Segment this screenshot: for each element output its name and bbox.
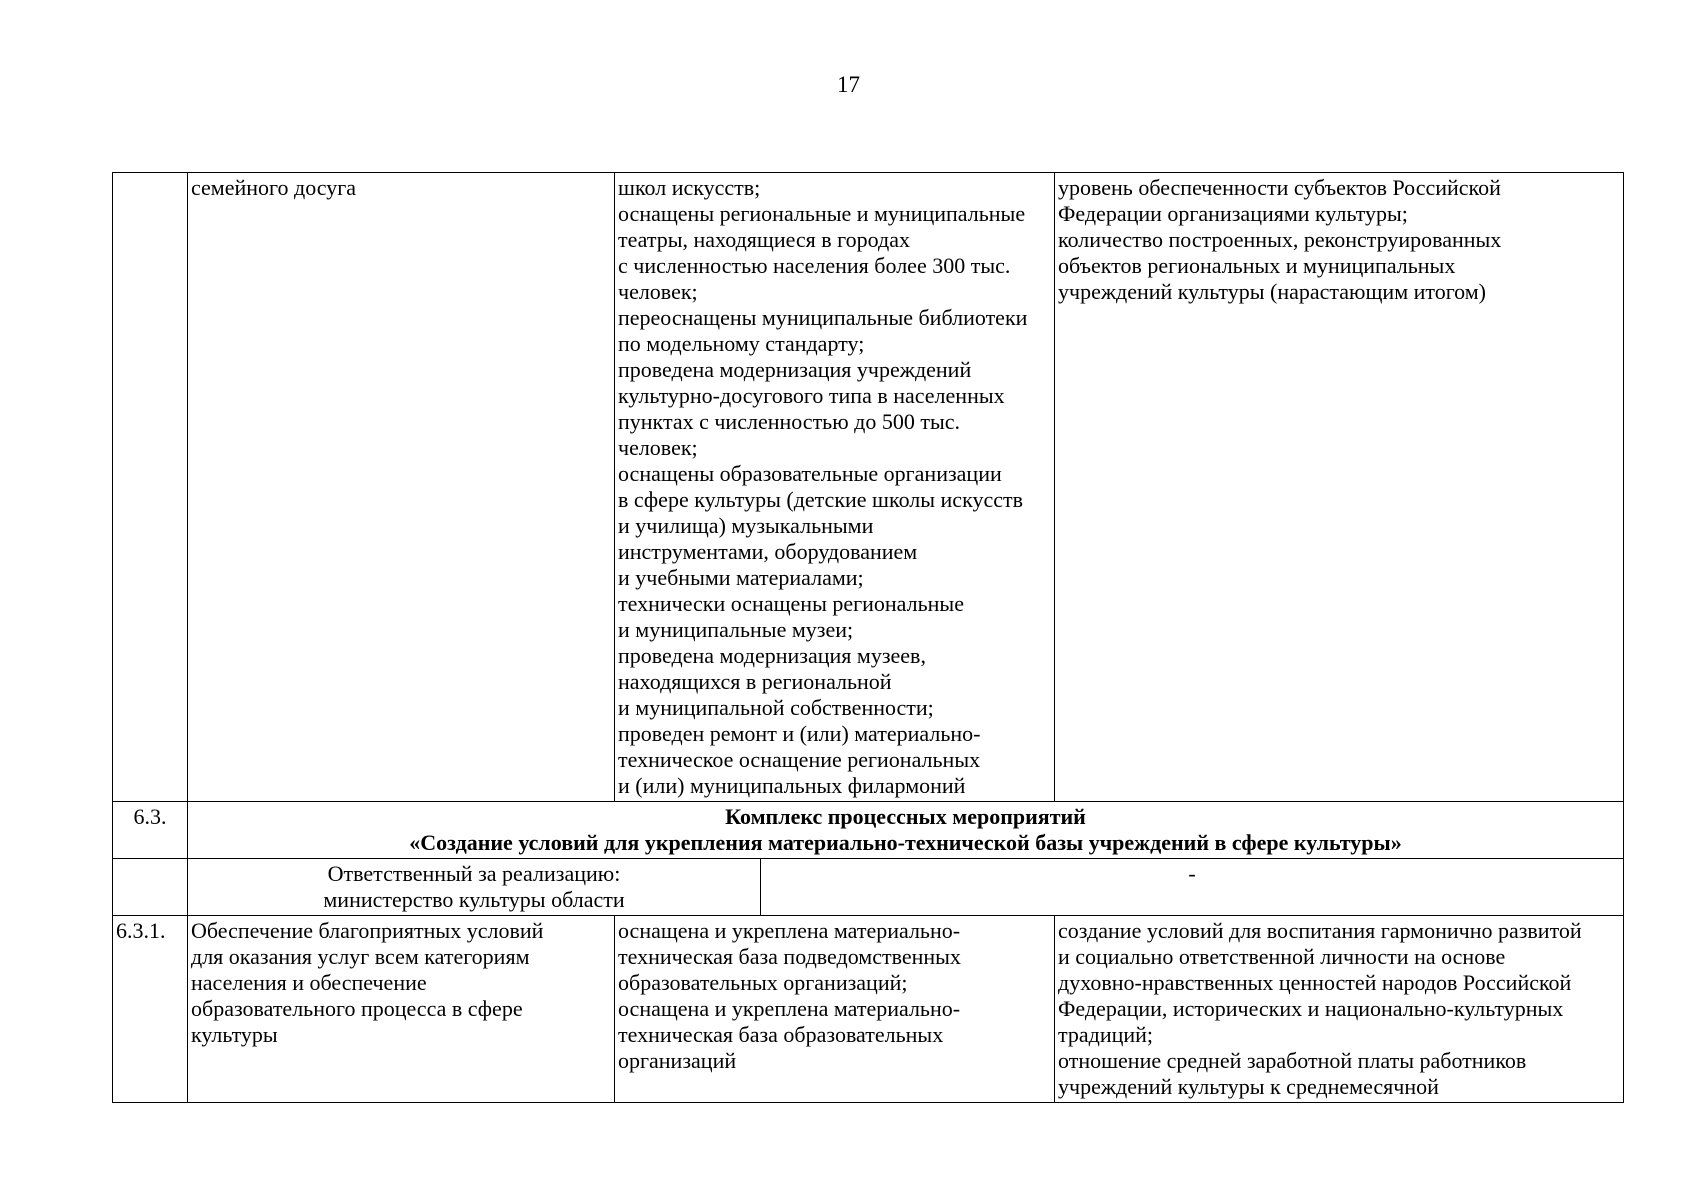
text-line: оснащена и укреплена материально- bbox=[618, 918, 961, 943]
text-line: проведена модернизация музеев, bbox=[618, 643, 926, 668]
text-line: учреждений культуры к среднемесячной bbox=[1058, 1074, 1439, 1099]
text-line: и училища) музыкальными bbox=[618, 513, 874, 538]
text-line: семейного досуга bbox=[191, 175, 357, 200]
text-line: в сфере культуры (детские школы искусств bbox=[618, 487, 1023, 512]
text-line: духовно-нравственных ценностей народов Российской bbox=[1058, 970, 1572, 995]
text-line: по модельному стандарту; bbox=[618, 331, 865, 356]
row-number-cell: 6.3.1. bbox=[113, 916, 188, 1103]
responsible-value-cell bbox=[761, 859, 1624, 916]
page-number: 17 bbox=[837, 72, 860, 97]
text-line: проведена модернизация учреждений bbox=[618, 357, 972, 382]
text-line: пунктах с численностью до 500 тыс. bbox=[618, 409, 960, 434]
section-number: 6.3. bbox=[113, 802, 188, 859]
text-line: Федерации, исторических и национально-культурных bbox=[1058, 996, 1564, 1021]
text-line: уровень обеспеченности субъектов Российской bbox=[1058, 175, 1501, 200]
section-title bbox=[188, 802, 1624, 859]
text-line: учреждений культуры (нарастающим итогом) bbox=[1058, 279, 1487, 304]
text-line: культурно-досугового типа в населенных bbox=[618, 383, 1005, 408]
text-line: театры, находящиеся в городах bbox=[618, 227, 910, 252]
text-line: находящихся в региональной bbox=[618, 669, 892, 694]
text-line: человек; bbox=[618, 435, 698, 460]
text-line: образовательного процесса в сфере bbox=[191, 996, 523, 1021]
text-line: оснащены образовательные организации bbox=[618, 461, 1002, 486]
section-title-line-1: Комплекс процессных мероприятий bbox=[725, 804, 1086, 829]
text-line: и муниципальные музеи; bbox=[618, 617, 854, 642]
text-line: объектов региональных и муниципальных bbox=[1058, 253, 1456, 278]
text-line: школ искусств; bbox=[618, 175, 761, 200]
text-line: оснащены региональные и муниципальные bbox=[618, 201, 1026, 226]
text-line: техническая база подведомственных bbox=[618, 944, 961, 969]
responsible-label-cell bbox=[188, 859, 761, 916]
table-row bbox=[113, 173, 1624, 802]
task-name-cell bbox=[188, 916, 615, 1103]
text-line: культуры bbox=[191, 1022, 278, 1047]
text-line: Федерации организациями культуры; bbox=[1058, 201, 1408, 226]
text-line: техническое оснащение региональных bbox=[618, 747, 981, 772]
text-line: организаций bbox=[618, 1048, 737, 1073]
section-title-line-2: «Создание условий для укрепления материально-технической базы учреждений в сфере культуры» bbox=[409, 830, 1402, 855]
text-line: технически оснащены региональные bbox=[618, 591, 964, 616]
text-line: и (или) муниципальных филармоний bbox=[618, 773, 966, 798]
text-line: для оказания услуг всем категориям bbox=[191, 944, 530, 969]
responsible-number-cell bbox=[113, 859, 188, 916]
table-row bbox=[113, 916, 1624, 1103]
text-line: населения и обеспечение bbox=[191, 970, 427, 995]
text-line: и учебными материалами; bbox=[618, 565, 864, 590]
text-line: с численностью населения более 300 тыс. bbox=[618, 253, 1011, 278]
text-line: традиций; bbox=[1058, 1022, 1154, 1047]
text-line: и муниципальной собственности; bbox=[618, 695, 934, 720]
text-line: и социально ответственной личности на основе bbox=[1058, 944, 1506, 969]
results-cell bbox=[615, 916, 1055, 1103]
indicators-cell bbox=[1055, 916, 1624, 1103]
text-line: образовательных организаций; bbox=[618, 970, 908, 995]
responsible-row bbox=[113, 859, 1624, 916]
section-header-row bbox=[113, 802, 1624, 859]
text-line: Обеспечение благоприятных условий bbox=[191, 918, 544, 943]
text-line: отношение средней заработной платы работников bbox=[1058, 1048, 1527, 1073]
responsible-value: - bbox=[1188, 861, 1196, 886]
text-line: количество построенных, реконструированных bbox=[1058, 227, 1502, 252]
responsible-label-line-1: Ответственный за реализацию: bbox=[327, 861, 621, 886]
text-line: техническая база образовательных bbox=[618, 1022, 944, 1047]
text-line: человек; bbox=[618, 279, 698, 304]
text-line: проведен ремонт и (или) материально- bbox=[618, 721, 981, 746]
responsible-label-line-2: министерство культуры области bbox=[323, 887, 625, 912]
text-line: создание условий для воспитания гармонично развитой bbox=[1058, 918, 1582, 943]
indicators-cell bbox=[1055, 173, 1624, 802]
text-line: оснащена и укреплена материально- bbox=[618, 996, 961, 1021]
task-name-cell bbox=[188, 173, 615, 802]
results-cell bbox=[615, 173, 1055, 802]
text-line: переоснащены муниципальные библиотеки bbox=[618, 305, 1028, 330]
row-number-cell bbox=[113, 173, 188, 802]
measures-table bbox=[112, 172, 1624, 1103]
text-line: инструментами, оборудованием bbox=[618, 539, 918, 564]
